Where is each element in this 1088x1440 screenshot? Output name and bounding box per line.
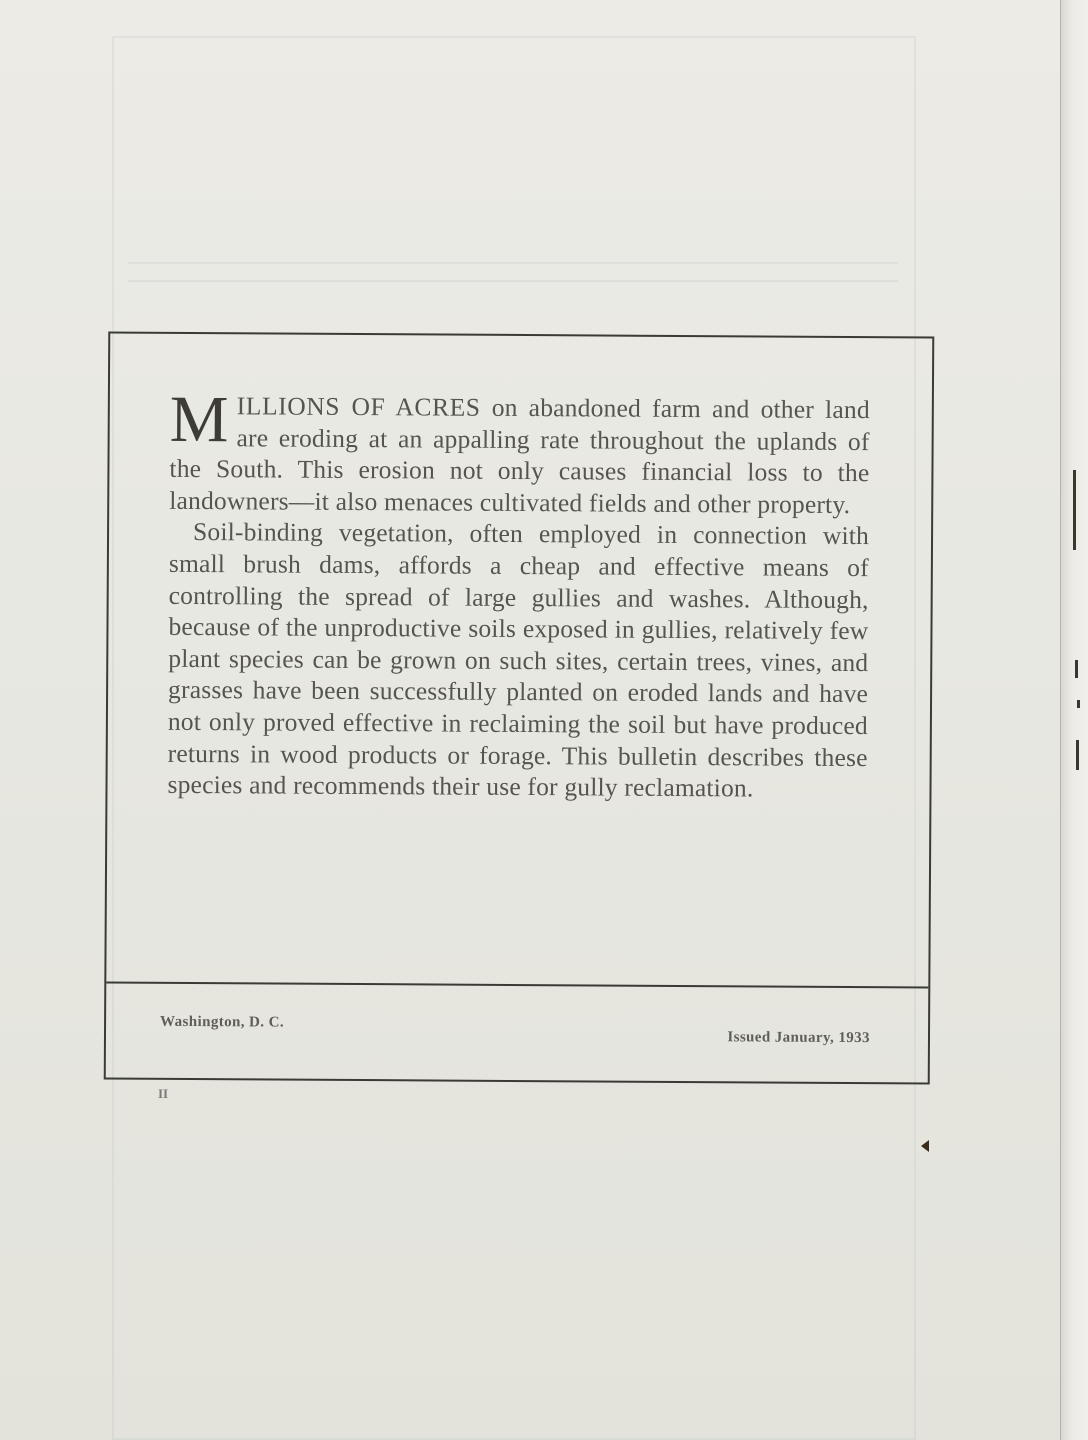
edge-mark bbox=[1076, 740, 1079, 770]
page-number: II bbox=[158, 1086, 169, 1101]
next-page-edge bbox=[1060, 0, 1088, 1440]
bulletin-notice-box bbox=[104, 331, 935, 1084]
lead-text: on abandoned farm and other land are eroding at an appalling rate throughout the uplands of the South. This erosion not only causes financial loss to the landowners—it also menaces cultivated fields and other property. bbox=[169, 392, 870, 519]
notice-paragraph-1 bbox=[169, 382, 870, 521]
issue-date: Issued January, 1933 bbox=[727, 1029, 871, 1047]
paper-speck bbox=[921, 1140, 929, 1152]
edge-mark bbox=[1073, 470, 1076, 550]
edge-mark bbox=[1077, 700, 1080, 708]
edge-mark bbox=[1075, 660, 1078, 678]
drop-cap: M bbox=[169, 382, 229, 457]
notice-paragraph-2: Soil-binding vegetation, often employed in connection with small brush dams, affords a cheap and effective means of controlling the spread of large gullies and washes. Although, because of the unproductive soils exposed in gullies, relatively few plant species can be grown on such sites, certain trees, vines, and grasses have been successfully planted on eroded lands and have not only proved effective in reclaiming the soil but have produced returns in wood products or forage. This bulletin describes these species and recommends their use for gully reclamation. bbox=[167, 517, 870, 803]
opening-caps: ILLIONS OF ACRES bbox=[236, 391, 481, 422]
publication-place: Washington, D. C. bbox=[160, 1013, 285, 1031]
footer-rule bbox=[106, 981, 928, 988]
show-through-band bbox=[128, 262, 898, 282]
notice-text bbox=[167, 382, 870, 805]
